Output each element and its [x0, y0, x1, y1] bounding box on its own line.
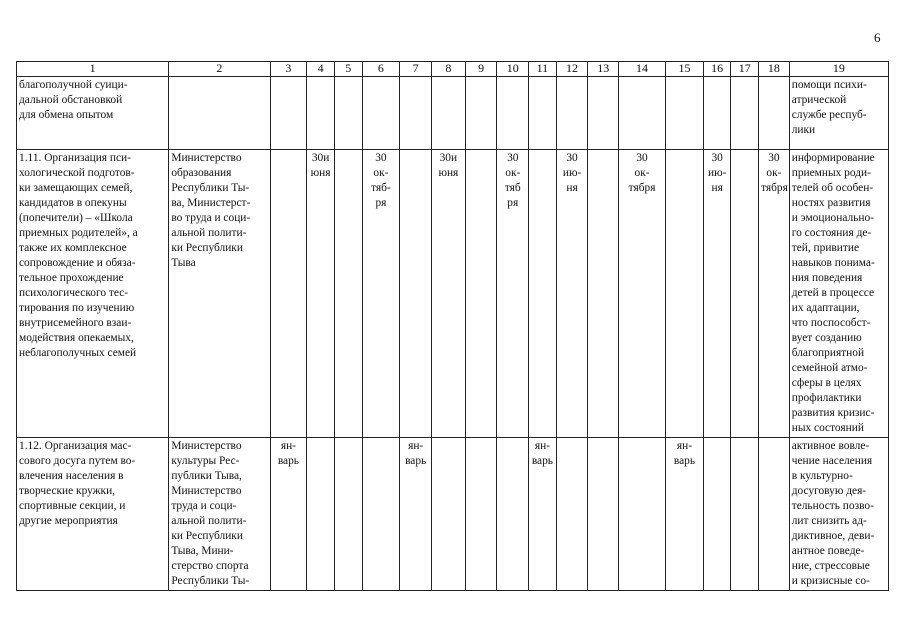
schedule-cell-text: 30 ок- тября	[628, 152, 656, 194]
activity-name-cell	[17, 438, 169, 591]
result-cell-text: информирование приемных роди- телей об особен- ностях развития и эмоционально- го состояния де- тей, привитие навыков понима- ния поведения детей в процессе их адаптации, что поспособст- вует созданию благоприятной семейной атмо- сферы в целях профилактики развития кризис- ных состояний	[791, 152, 875, 434]
schedule-cell-text: 30 ию- ня	[562, 152, 582, 194]
schedule-cell-text: ян- варь	[405, 440, 427, 467]
header-row	[17, 62, 889, 77]
activity-name-cell	[17, 77, 169, 150]
schedule-cell	[362, 150, 400, 438]
schedule-cell	[759, 150, 790, 438]
schedule-cell	[556, 77, 588, 150]
schedule-cell-text: 30 ию- ня	[707, 152, 727, 194]
schedule-cell-text: 30 ок- тября	[761, 152, 788, 194]
header-cell: 10	[497, 62, 529, 77]
header-cell: 5	[334, 62, 362, 77]
header-cell: 14	[619, 62, 666, 77]
result-cell	[789, 438, 888, 591]
schedule-cell	[432, 150, 466, 438]
activity-name-cell	[17, 150, 169, 438]
schedule-cell	[666, 438, 704, 591]
header-cell: 6	[362, 62, 400, 77]
schedule-cell	[759, 438, 790, 591]
schedule-cell	[334, 77, 362, 150]
schedule-cell	[666, 77, 704, 150]
schedule-cell	[307, 77, 335, 150]
schedule-cell	[588, 77, 619, 150]
schedule-cell-text: 30 ок- тяб- ря	[371, 152, 391, 209]
header-cell: 11	[529, 62, 557, 77]
schedule-cell	[270, 77, 307, 150]
schedule-cell-text: ян- варь	[277, 440, 299, 467]
table-row	[17, 77, 889, 150]
result-cell	[789, 77, 888, 150]
schedule-cell	[400, 438, 432, 591]
schedule-cell	[362, 77, 400, 150]
header-cell: 12	[556, 62, 588, 77]
schedule-cell	[497, 438, 529, 591]
schedule-cell	[619, 150, 666, 438]
header-cell: 4	[307, 62, 335, 77]
schedule-cell-text: ян- варь	[673, 440, 696, 467]
schedule-cell	[465, 150, 497, 438]
agency-cell	[169, 150, 270, 438]
schedule-cell	[588, 438, 619, 591]
header-cell: 15	[666, 62, 704, 77]
schedule-cell	[619, 438, 666, 591]
schedule-cell	[703, 438, 731, 591]
activity-name-cell-text: благополучной суици- дальной обстановкой для обмена опытом	[19, 79, 128, 121]
schedule-cell-text: 30и юня	[438, 152, 459, 179]
schedule-cell	[400, 77, 432, 150]
agency-cell	[169, 438, 270, 591]
schedule-cell	[465, 438, 497, 591]
schedule-cell	[529, 438, 557, 591]
header-cell: 8	[432, 62, 466, 77]
header-cell: 7	[400, 62, 432, 77]
table-row	[17, 438, 889, 591]
schedule-cell	[759, 77, 790, 150]
agency-cell	[169, 77, 270, 150]
plan-table	[16, 61, 889, 591]
agency-cell-text: Министерство культуры Рес- публики Тыва, Министерство труда и соци- альной полити- ки Республики Тыва, Мини- стерство спорта Республики Ты-	[171, 440, 250, 587]
schedule-cell-text: 30 ок- тяб ря	[504, 152, 521, 209]
schedule-cell	[556, 438, 588, 591]
header-cell: 18	[759, 62, 790, 77]
schedule-cell	[703, 77, 731, 150]
schedule-cell	[362, 438, 400, 591]
header-cell: 9	[465, 62, 497, 77]
header-cell: 16	[703, 62, 731, 77]
schedule-cell	[307, 150, 335, 438]
schedule-cell	[307, 438, 335, 591]
header-cell: 19	[789, 62, 888, 77]
schedule-cell	[529, 77, 557, 150]
result-cell	[789, 150, 888, 438]
schedule-cell	[334, 150, 362, 438]
schedule-cell	[619, 77, 666, 150]
header-cell: 2	[169, 62, 270, 77]
schedule-cell	[731, 77, 759, 150]
result-cell-text: помощи психи- атрической службе респуб- лики	[791, 79, 867, 136]
result-cell-text: активное вовле- чение населения в культурно- досуговую дея- тельность позво- лит снизить ад- диктивное, деви- антное поведе- ние, стрессовые и кризисные со-	[791, 440, 875, 587]
page-number: 6	[874, 30, 881, 45]
header-cell: 1	[17, 62, 169, 77]
header-cell: 13	[588, 62, 619, 77]
schedule-cell	[334, 438, 362, 591]
schedule-cell-text: ян- варь	[531, 440, 553, 467]
schedule-cell	[270, 438, 307, 591]
activity-name-cell-text: 1.12. Организация мас- сового досуга путем во- влечения населения в творческие кружки, спортивные секции, и другие мероприятия	[19, 440, 136, 527]
activity-name-cell-text: 1.11. Организация пси- хологической подготов- ки замещающих семей, кандидатов в опекуны (попечители) – «Школа приемных родителей», а также их комплексное сопровождение и обяза- тельное прохождение психологического тес- тирования по изучению внутрисемейного взаи- модействия опекаемых, неблагополучных семей	[19, 152, 138, 359]
schedule-cell	[400, 150, 432, 438]
schedule-cell	[270, 150, 307, 438]
schedule-cell	[666, 150, 704, 438]
schedule-cell	[529, 150, 557, 438]
schedule-cell	[588, 150, 619, 438]
schedule-cell	[432, 438, 466, 591]
schedule-cell	[497, 77, 529, 150]
schedule-cell	[703, 150, 731, 438]
schedule-cell	[432, 77, 466, 150]
agency-cell-text: Министерство образования Республики Ты- ва, Министерст- во труда и соци- альной полити- ки Республики Тыва	[171, 152, 251, 269]
header-cell: 3	[270, 62, 307, 77]
header-cell: 17	[731, 62, 759, 77]
schedule-cell	[497, 150, 529, 438]
schedule-cell	[731, 438, 759, 591]
schedule-cell-text: 30и юня	[310, 152, 331, 179]
schedule-cell	[465, 77, 497, 150]
table-row	[17, 150, 889, 438]
schedule-cell	[556, 150, 588, 438]
schedule-cell	[731, 150, 759, 438]
